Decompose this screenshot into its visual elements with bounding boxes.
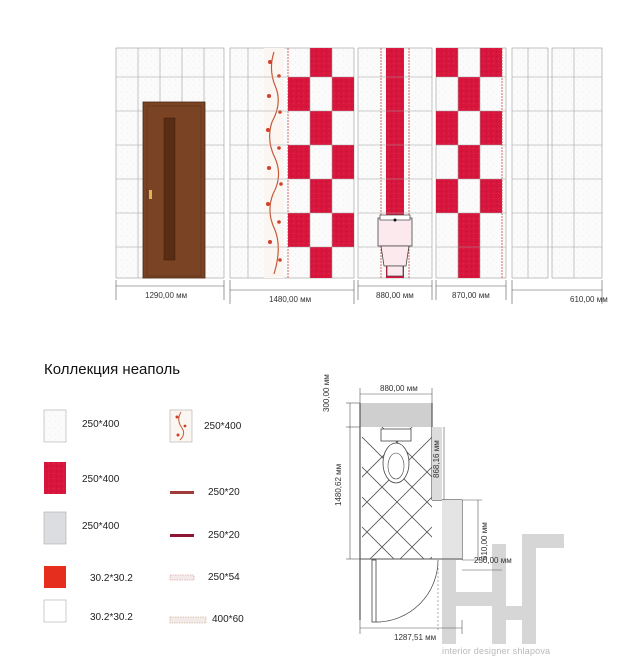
elevation-plain-walls — [512, 48, 602, 278]
legend-label-grey-tile: 250*400 — [82, 521, 120, 532]
floor-plan — [332, 388, 564, 657]
dimension-label-3: 880,00 мм — [376, 291, 414, 300]
plan-dim-left: 1480,62 мм — [334, 463, 343, 506]
elevation-dimension-lines — [116, 280, 602, 304]
dimension-label-4: 870,00 мм — [452, 291, 490, 300]
door — [143, 102, 205, 278]
swatch-border-1 — [170, 491, 194, 494]
plan-dim-middle: 868,16 мм — [432, 440, 441, 478]
legend-label-border-1: 250*20 — [208, 487, 240, 498]
swatch-white-small-tile — [44, 600, 66, 622]
door-swing — [372, 560, 438, 630]
swatch-white-tile — [44, 410, 66, 442]
legend-label-red-tile: 250*400 — [82, 474, 120, 485]
swatch-border-4 — [170, 617, 206, 623]
toilet-plan — [381, 429, 411, 483]
legend-label-border-4: 400*60 — [212, 614, 244, 625]
swatch-border-3 — [170, 575, 194, 580]
dimension-label-5: 610,00 мм — [570, 295, 608, 304]
dimension-label-2: 1480,00 мм — [269, 295, 312, 304]
dimension-label-1: 1290,00 мм — [145, 291, 188, 300]
legend-label-border-3: 250*54 — [208, 572, 240, 583]
legend-title: Коллекция неаполь — [44, 361, 181, 378]
plan-dim-bottom: 1287,51 мм — [394, 633, 437, 642]
designer-signature: interior designer shlapova — [442, 646, 551, 656]
plan-dim-top-left: 300,00 мм — [322, 374, 331, 412]
legend-label-red-small-tile: 30.2*30.2 — [90, 573, 133, 584]
elevation-wc-wall — [358, 48, 432, 278]
plan-dim-right-small: 250,00 мм — [474, 556, 512, 565]
legend-label-decor-tile: 250*400 — [204, 421, 242, 432]
elevation-decor-wall — [230, 48, 354, 278]
legend-label-white-small-tile: 30.2*30.2 — [90, 612, 133, 623]
plan-dim-top: 880,00 мм — [380, 384, 418, 393]
elevation-checker-wall — [436, 48, 506, 278]
legend-label-white-tile: 250*400 — [82, 419, 120, 430]
legend-label-border-2: 250*20 — [208, 530, 240, 541]
plan-dim-right: 610,00 мм — [480, 522, 489, 560]
swatch-red-tile — [44, 462, 66, 494]
swatch-grey-tile — [44, 512, 66, 544]
swatch-border-2 — [170, 534, 194, 537]
swatch-red-small-tile — [44, 566, 66, 588]
swatch-decor-tile — [170, 410, 192, 442]
legend-graphics — [44, 410, 206, 623]
elevation-door-wall — [116, 48, 224, 278]
